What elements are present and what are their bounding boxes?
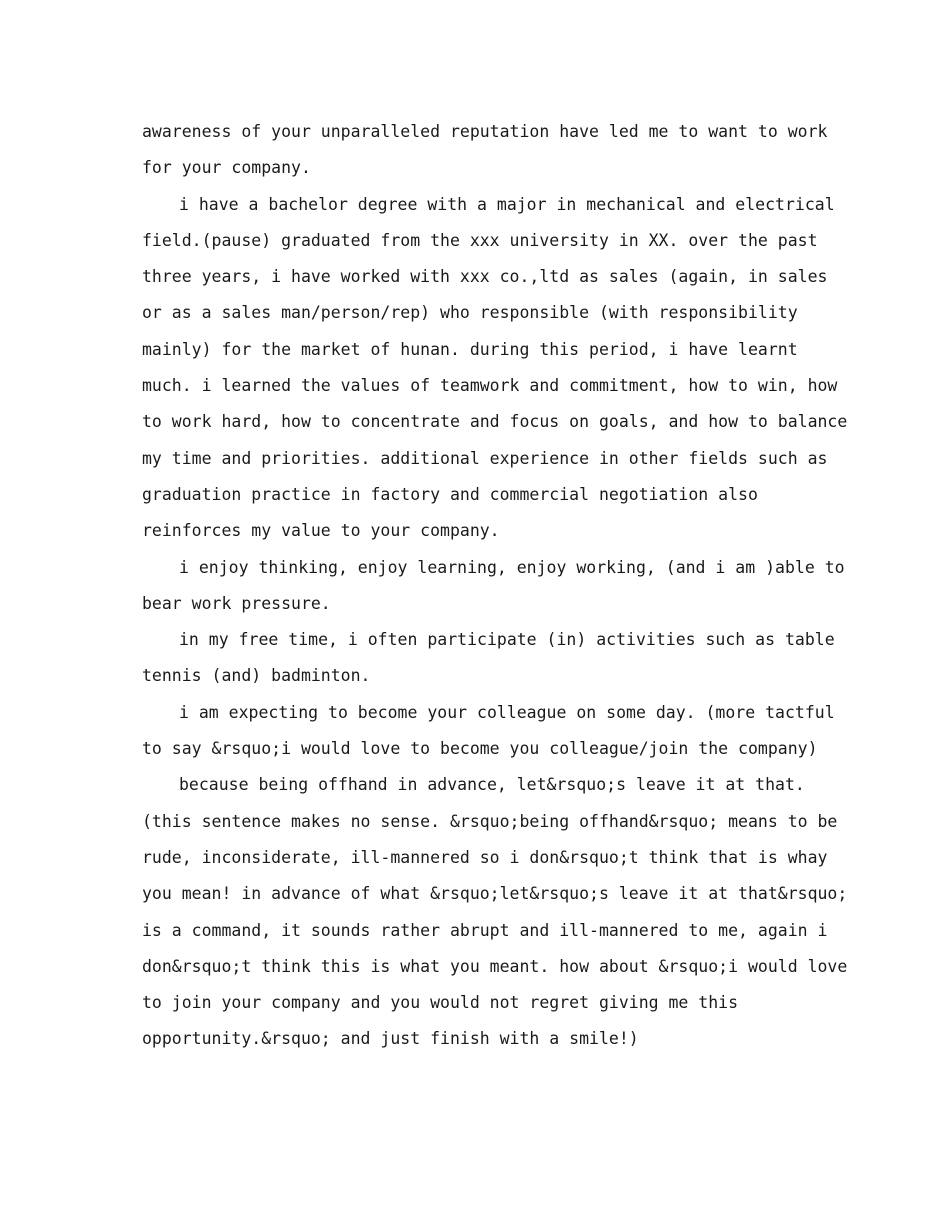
text-line: reinforces my value to your company. bbox=[142, 521, 500, 541]
text-line: (this sentence makes no sense. &rsquo;being offhand&rsquo; means to be bbox=[142, 811, 838, 831]
text-line: three years, i have worked with xxx co.,ltd as sales (again, in sales bbox=[142, 267, 828, 287]
paragraph-reputation bbox=[142, 114, 828, 187]
text-line: in my free time, i often participate (in) activities such as table bbox=[179, 630, 835, 650]
text-line: field.(pause) graduated from the xxx university in XX. over the past bbox=[142, 230, 818, 250]
paragraph-enjoy bbox=[142, 550, 845, 623]
text-line: tennis (and) badminton. bbox=[142, 666, 371, 686]
text-line: opportunity.&rsquo; and just finish with a smile!) bbox=[142, 1029, 639, 1049]
paragraph-education-experience bbox=[142, 187, 848, 550]
text-line: awareness of your unparalleled reputation have led me to want to work bbox=[142, 122, 828, 141]
paragraph-offhand-note bbox=[142, 767, 848, 1057]
text-line: to work hard, how to concentrate and focus on goals, and how to balance bbox=[142, 412, 848, 432]
text-line: you mean! in advance of what &rsquo;let&rsquo;s leave it at that&rsquo; bbox=[142, 884, 848, 904]
text-line: because being offhand in advance, let&rsquo;s leave it at that. bbox=[179, 775, 805, 795]
text-line: or as a sales man/person/rep) who responsible (with responsibility bbox=[142, 303, 798, 323]
text-line: i enjoy thinking, enjoy learning, enjoy working, (and i am )able to bbox=[179, 557, 845, 577]
text-line: i have a bachelor degree with a major in mechanical and electrical bbox=[179, 194, 835, 214]
text-line: mainly) for the market of hunan. during this period, i have learnt bbox=[142, 339, 798, 359]
text-line: my time and priorities. additional experience in other fields such as bbox=[142, 448, 828, 468]
text-line: is a command, it sounds rather abrupt and ill-mannered to me, again i bbox=[142, 920, 828, 940]
text-line: rude, inconsiderate, ill-mannered so i don&rsquo;t think that is whay bbox=[142, 847, 828, 867]
paragraph-colleague bbox=[142, 695, 835, 768]
text-line: much. i learned the values of teamwork and commitment, how to win, how bbox=[142, 376, 838, 396]
text-line: don&rsquo;t think this is what you meant. how about &rsquo;i would love bbox=[142, 956, 848, 976]
text-line: to join your company and you would not regret giving me this bbox=[142, 993, 739, 1013]
document-body bbox=[142, 114, 848, 1058]
paragraph-free-time bbox=[142, 622, 835, 695]
text-line: for your company. bbox=[142, 158, 311, 178]
text-line: to say &rsquo;i would love to become you colleague/join the company) bbox=[142, 739, 818, 759]
text-line: graduation practice in factory and commercial negotiation also bbox=[142, 484, 758, 504]
text-line: i am expecting to become your colleague on some day. (more tactful bbox=[179, 702, 835, 722]
text-line: bear work pressure. bbox=[142, 593, 331, 613]
